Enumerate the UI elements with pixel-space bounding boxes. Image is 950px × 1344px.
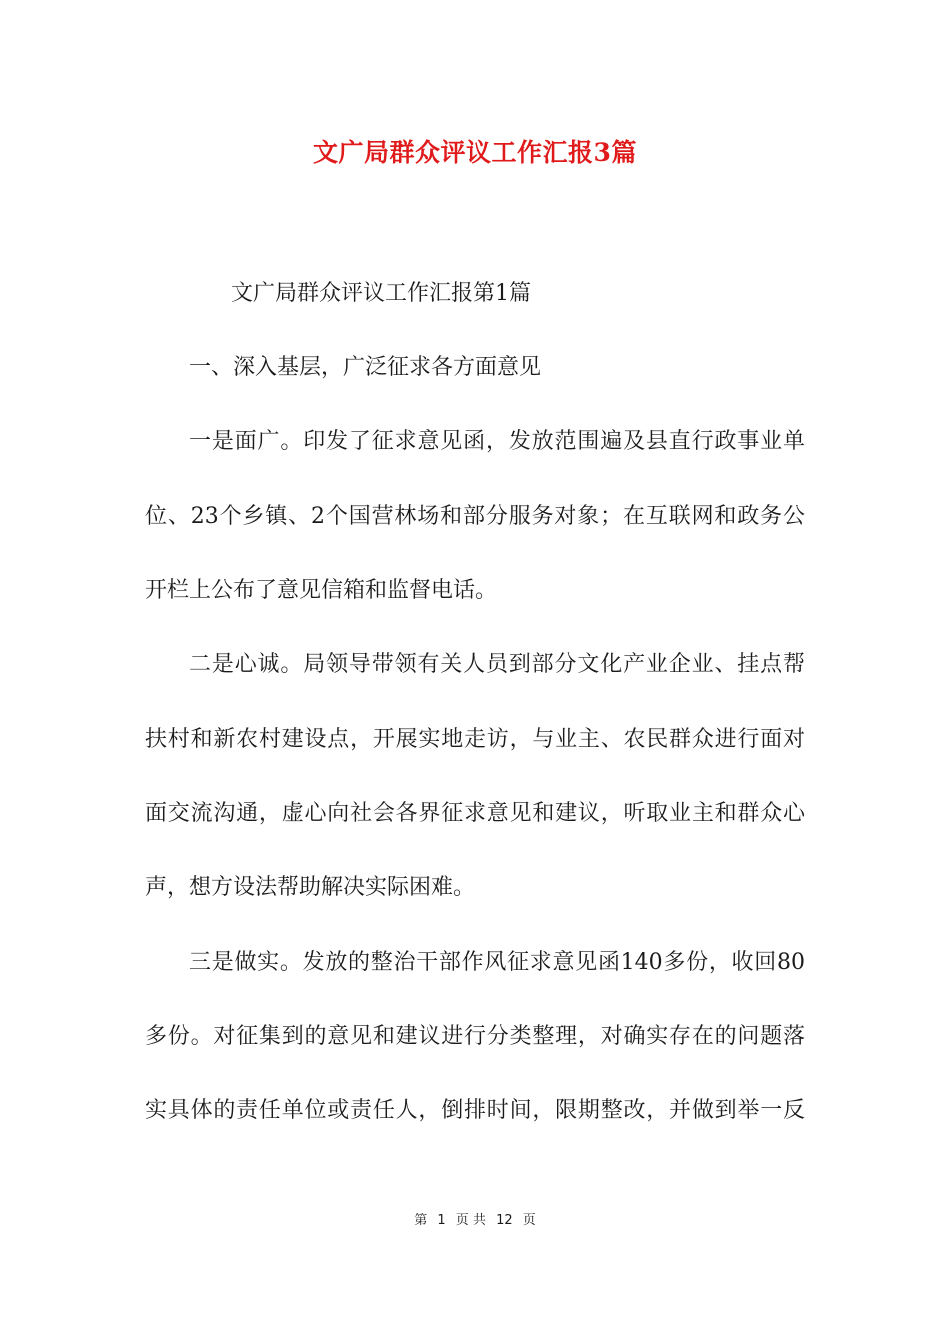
paragraph-line: 二是心诚。局领导带领有关人员到部分文化产业企业、挂点帮	[189, 652, 805, 677]
paragraph-line: 位、23个乡镇、2个国营林场和部分服务对象；在互联网和政务公	[145, 504, 805, 529]
document-title: 文广局群众评议工作汇报3篇	[313, 138, 637, 167]
section-subtitle: 文广局群众评议工作汇报第1篇	[231, 281, 531, 306]
footer-suffix: 页	[522, 1213, 536, 1228]
paragraph-line: 开栏上公布了意见信箱和监督电话。	[145, 578, 498, 603]
paragraph-line: 扶村和新农村建设点，开展实地走访，与业主、农民群众进行面对	[145, 727, 805, 752]
paragraph-line: 一是面广。印发了征求意见函，发放范围遍及县直行政事业单	[189, 429, 805, 454]
footer-middle: 页 共	[455, 1213, 486, 1228]
footer-prefix: 第	[414, 1213, 428, 1228]
paragraph-line: 面交流沟通，虚心向社会各界征求意见和建议，听取业主和群众心	[145, 801, 805, 826]
paragraph-line: 多份。对征集到的意见和建议进行分类整理，对确实存在的问题落	[145, 1024, 805, 1049]
section-heading: 一、深入基层，广泛征求各方面意见	[189, 355, 542, 380]
page-footer	[0, 1209, 950, 1228]
paragraph-line: 实具体的责任单位或责任人，倒排时间，限期整改，并做到举一反	[145, 1098, 805, 1123]
footer-current-page: 1	[437, 1213, 446, 1228]
paragraph-line: 声，想方设法帮助解决实际困难。	[145, 875, 476, 900]
footer-total-pages: 12	[496, 1213, 513, 1228]
paragraph-line: 三是做实。发放的整治干部作风征求意见函140多份，收回80	[189, 950, 805, 975]
